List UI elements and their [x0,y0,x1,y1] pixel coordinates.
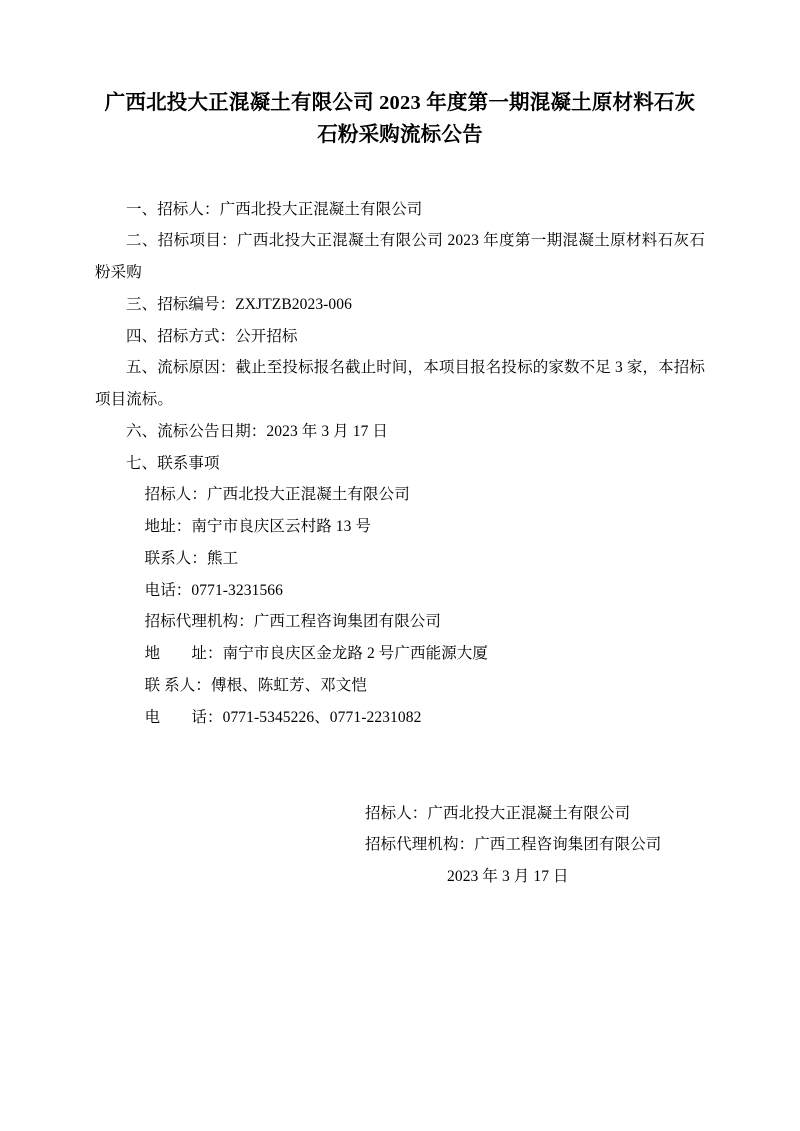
contact-bidder-address: 地址：南宁市良庆区云村路 13 号 [144,518,372,536]
contact-bidder-phone: 电话：0771-3231566 [144,581,284,599]
paragraph-contact-heading: 七、联系事项 [126,454,220,472]
page-title: 广西北投大正混凝土有限公司 2023 年度第一期混凝土原材料石灰石粉采购流标公告 [104,92,696,146]
contact-bidder-person: 联系人：熊工 [144,549,239,567]
contact-agency-address: 地 址：南宁市良庆区金龙路 2 号广西能源大厦 [144,645,488,663]
contact-bidder-name: 招标人：广西北投大正混凝土有限公司 [144,486,410,504]
paragraph-bidder: 一、招标人：广西北投大正混凝土有限公司 [126,200,423,218]
paragraph-failure-reason: 五、流标原因：截止至投标报名截止时间，本项目报名投标的家数不足 3 家，本招标项目流标。 [95,359,705,409]
paragraph-bid-number: 三、招标编号：ZXJTZB2023-006 [126,295,352,313]
paragraph-project: 二、招标项目：广西北投大正混凝土有限公司 2023 年度第一期混凝土原材料石灰石粉采购 [95,232,705,282]
signature-block [95,798,705,893]
paragraph-bid-method: 四、招标方式：公开招标 [126,327,298,345]
paragraph-announcement-date: 六、流标公告日期：2023 年 3 月 17 日 [126,422,389,440]
contact-agency-phone: 电 话：0771-5345226、0771-2231082 [144,708,422,726]
contact-agency-name: 招标代理机构：广西工程咨询集团有限公司 [144,613,441,631]
signature-bidder: 招标人：广西北投大正混凝土有限公司 [365,804,631,822]
signature-agency: 招标代理机构：广西工程咨询集团有限公司 [365,836,662,854]
signature-date: 2023 年 3 月 17 日 [447,868,569,886]
document-body [95,194,705,734]
contact-agency-person: 联 系人：傅根、陈虹芳、邓文恺 [144,677,367,695]
